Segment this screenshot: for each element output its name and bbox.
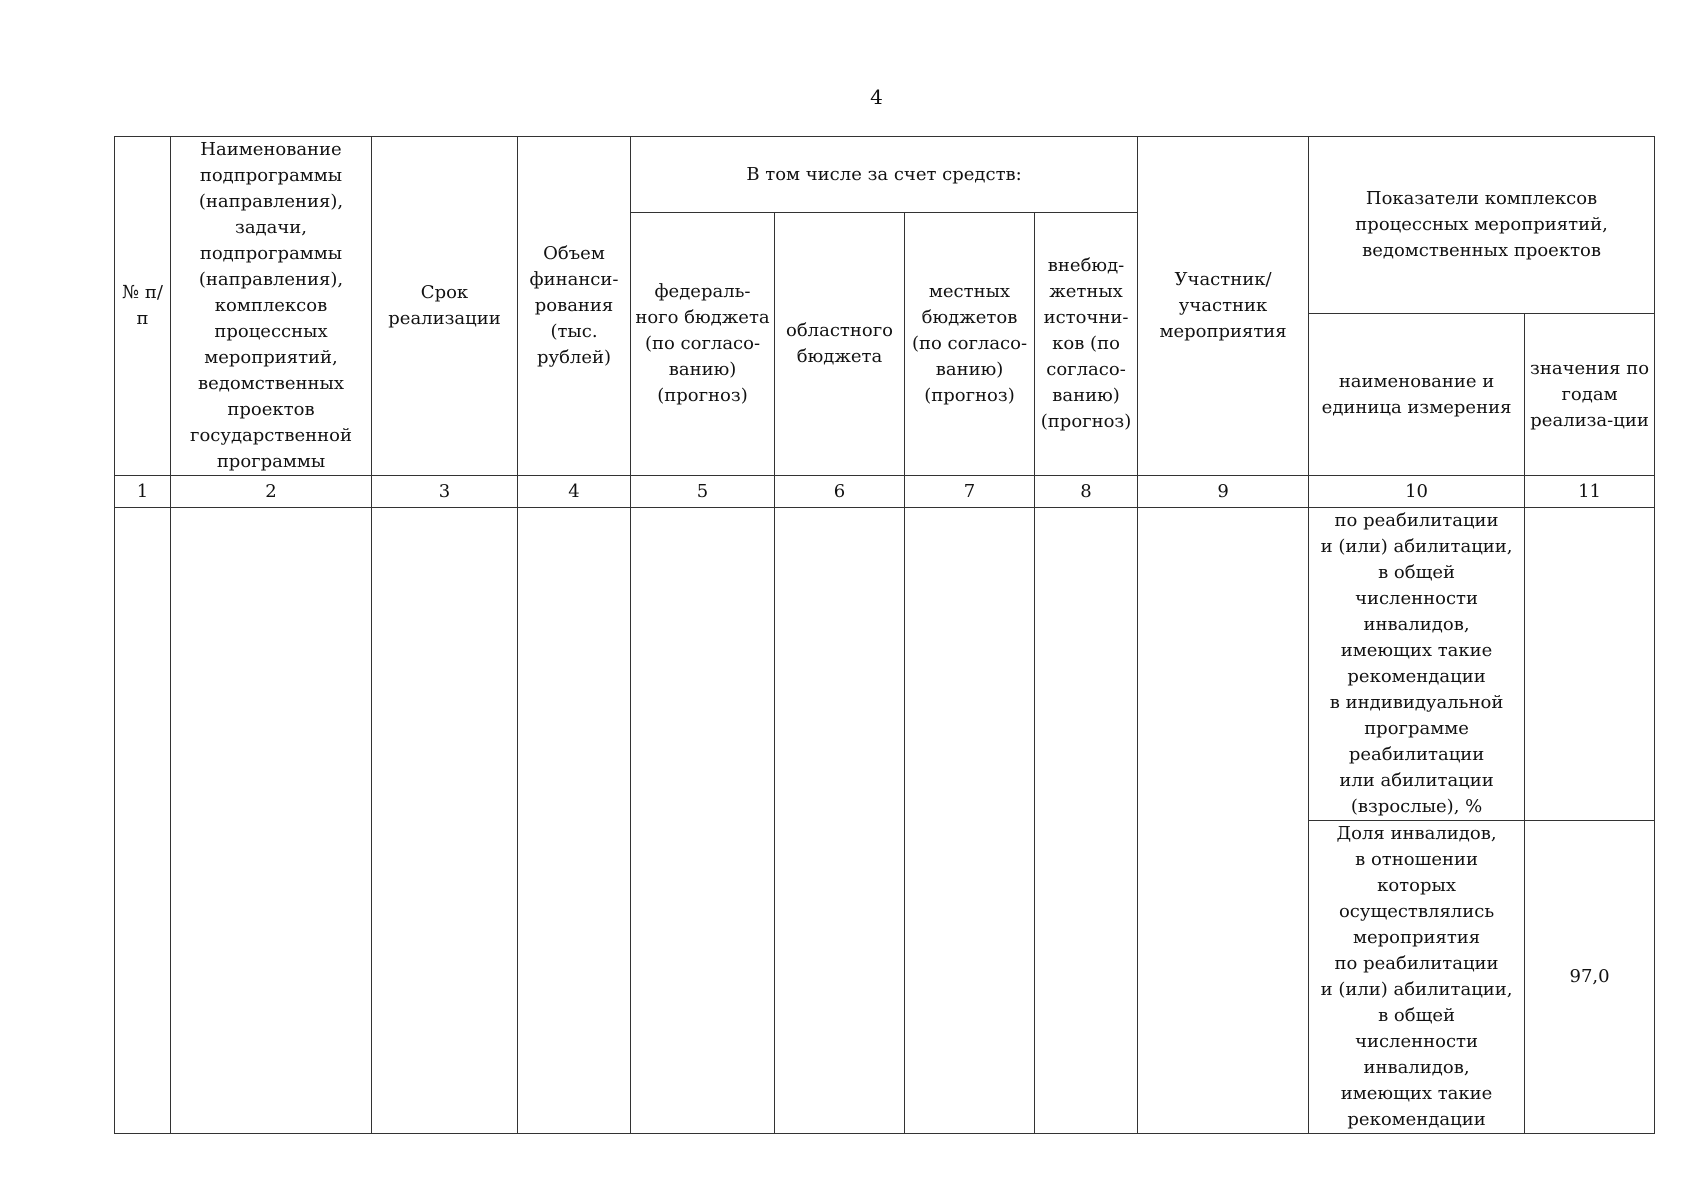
header-local: местных бюджетов (по согласо-ванию) (прогноз) <box>905 213 1035 476</box>
column-number: 8 <box>1035 476 1138 508</box>
header-funding-group: В том числе за счет средств: <box>631 137 1138 213</box>
indicator-name-cell <box>1309 508 1525 821</box>
header-extrabudget: внебюд-жетных источни-ков (по согласо-ванию) (прогноз) <box>1035 213 1138 476</box>
indicator-line: имеющих такие <box>1340 640 1493 661</box>
header-federal: федераль-ного бюджета (по согласо-ванию) (прогноз) <box>631 213 775 476</box>
indicator-line: программе <box>1364 718 1469 739</box>
header-indicators-group: Показатели комплексов процессных мероприятий, ведомственных проектов <box>1309 137 1655 314</box>
indicator-value-cell <box>1525 508 1655 821</box>
indicator-line: в общей <box>1378 562 1455 583</box>
column-number-row <box>115 476 1655 508</box>
indicator-line: рекомендации <box>1347 1109 1486 1130</box>
indicator-line: в отношении <box>1355 849 1478 870</box>
indicator-name-cell <box>1309 821 1525 1134</box>
page-number: 4 <box>870 85 883 109</box>
header-indicator-name: наименование и единица измерения <box>1309 314 1525 476</box>
header-volume: Объем финанси-рования (тыс. рублей) <box>518 137 631 476</box>
indicator-line: реабилитации <box>1348 744 1485 765</box>
indicator-line: и (или) абилитации, <box>1320 979 1513 1000</box>
cell-extrabudget <box>1035 508 1138 1134</box>
indicator-line: (взрослые), % <box>1350 796 1483 817</box>
cell-number <box>115 508 171 1134</box>
indicator-line: или абилитации <box>1339 770 1494 791</box>
header-number: № п/п <box>115 137 171 476</box>
header-participant: Участник/ участник мероприятия <box>1138 137 1309 476</box>
indicator-line: в индивидуальной <box>1329 692 1504 713</box>
cell-name <box>171 508 372 1134</box>
indicator-line: численности <box>1355 1031 1479 1052</box>
cell-participant <box>1138 508 1309 1134</box>
cell-volume <box>518 508 631 1134</box>
indicator-line: численности <box>1355 588 1479 609</box>
header-row-1 <box>115 137 1655 213</box>
column-number: 1 <box>115 476 171 508</box>
cell-local <box>905 508 1035 1134</box>
cell-regional <box>775 508 905 1134</box>
indicator-line: инвалидов, <box>1363 1057 1470 1078</box>
cell-term <box>372 508 518 1134</box>
column-number: 2 <box>171 476 372 508</box>
program-table <box>114 136 1655 1134</box>
column-number: 3 <box>372 476 518 508</box>
indicator-line: Доля инвалидов, <box>1336 823 1497 844</box>
cell-federal <box>631 508 775 1134</box>
indicator-line: имеющих такие <box>1340 1083 1493 1104</box>
header-name: Наименование подпрограммы (направления), задачи, подпрограммы (направления), комплексов процессных мероприятий, ведомственных проектов государственной программы <box>171 137 372 476</box>
header-regional: областного бюджета <box>775 213 905 476</box>
column-number: 4 <box>518 476 631 508</box>
indicator-line: по реабилитации <box>1334 953 1499 974</box>
indicator-line: и (или) абилитации, <box>1320 536 1513 557</box>
column-number: 7 <box>905 476 1035 508</box>
indicator-value-cell: 97,0 <box>1525 821 1655 1134</box>
header-indicator-values: значения по годам реализа-ции <box>1525 314 1655 476</box>
header-term: Срок реализации <box>372 137 518 476</box>
table-row <box>115 508 1655 821</box>
indicator-line: которых <box>1377 875 1456 896</box>
column-number: 9 <box>1138 476 1309 508</box>
indicator-line: инвалидов, <box>1363 614 1470 635</box>
column-number: 5 <box>631 476 775 508</box>
column-number: 10 <box>1309 476 1525 508</box>
column-number: 6 <box>775 476 905 508</box>
indicator-line: осуществлялись <box>1338 901 1495 922</box>
indicator-line: рекомендации <box>1347 666 1486 687</box>
indicator-line: мероприятия <box>1352 927 1481 948</box>
indicator-line: по реабилитации <box>1334 510 1499 531</box>
column-number: 11 <box>1525 476 1655 508</box>
indicator-line: в общей <box>1378 1005 1455 1026</box>
